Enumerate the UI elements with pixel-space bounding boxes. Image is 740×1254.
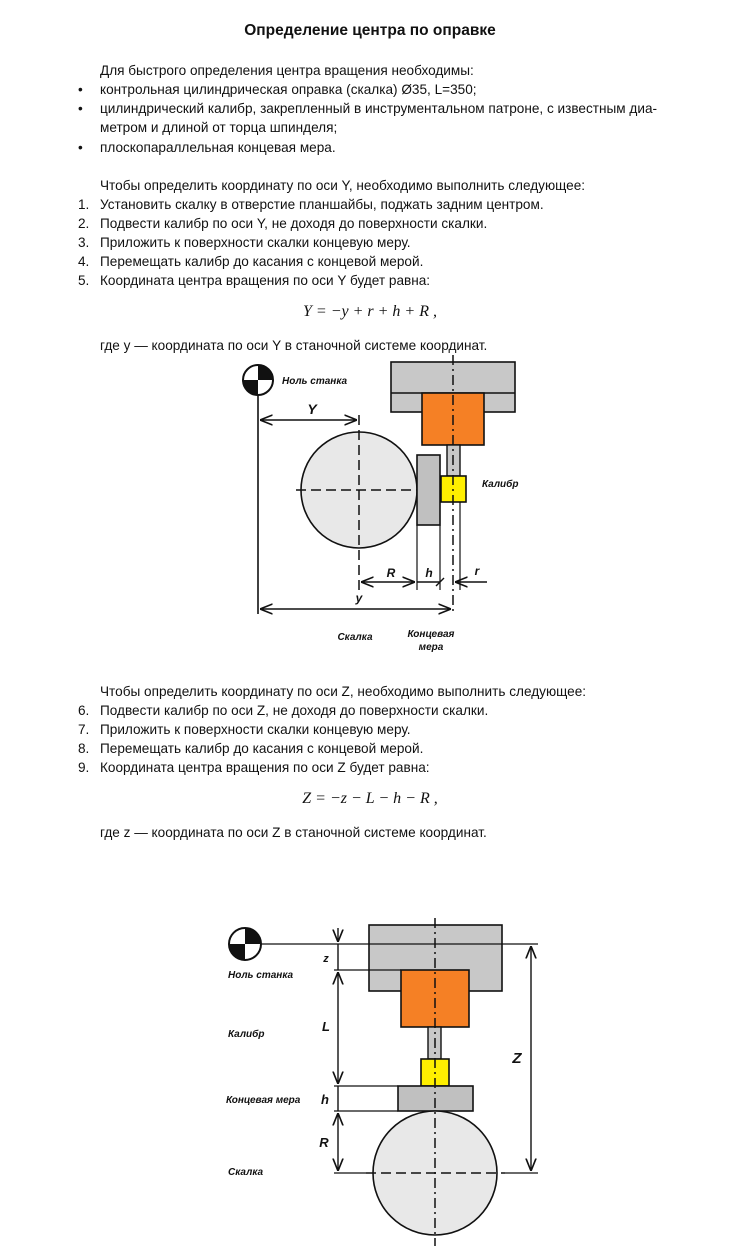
machine-zero-icon bbox=[229, 928, 261, 960]
dim-h-label: h bbox=[425, 566, 433, 580]
z-gauge-label: Концевая мера bbox=[226, 1095, 301, 1106]
z-mandrel-label: Скалка bbox=[228, 1167, 264, 1178]
dim-r-label: r bbox=[474, 564, 480, 578]
y-gauge-label-2: мера bbox=[418, 642, 444, 653]
page-title: Определение центра по оправке bbox=[244, 22, 496, 39]
dim-R-label: R bbox=[319, 1135, 329, 1150]
y-zero-label: Ноль станка bbox=[282, 376, 348, 387]
bullet-icon: • bbox=[78, 82, 83, 97]
bullet-icon: • bbox=[78, 101, 83, 116]
z-where-text: где z — координата по оси Z в станочной системе координат. bbox=[100, 825, 487, 840]
machine-zero-icon bbox=[243, 365, 273, 395]
y-mandrel-label: Скалка bbox=[337, 632, 373, 643]
dim-h-label: h bbox=[321, 1092, 329, 1107]
y-section-lead: Чтобы определить координату по оси Y, необходимо выполнить следующее: bbox=[100, 178, 586, 193]
z-caliber-label: Калибр bbox=[228, 1029, 265, 1040]
z-section-lead: Чтобы определить координату по оси Z, необходимо выполнить следующее: bbox=[100, 684, 587, 699]
y-where-text: где y — координата по оси Y в станочной системе координат. bbox=[100, 338, 488, 353]
dim-R-label: R bbox=[386, 566, 396, 580]
dim-z-label: z bbox=[323, 953, 329, 965]
z-formula: Z = −z − L − h − R , bbox=[302, 790, 438, 807]
y-caliber-label: Калибр bbox=[482, 479, 519, 490]
y-formula: Y = −y + r + h + R , bbox=[303, 303, 437, 320]
bullet-icon: • bbox=[78, 140, 83, 155]
mandrel-circle bbox=[296, 415, 424, 592]
z-axis-diagram bbox=[226, 918, 538, 1246]
gauge-block bbox=[417, 455, 440, 525]
dim-y-label: y bbox=[355, 591, 363, 605]
intro-text: Для быстрого определения центра вращения необходимы: bbox=[100, 63, 474, 78]
dim-Z-label: Z bbox=[512, 1050, 522, 1067]
y-gauge-label-1: Концевая bbox=[407, 629, 455, 640]
z-zero-label: Ноль станка bbox=[228, 970, 294, 981]
dim-Y-label: Y bbox=[307, 401, 317, 417]
dim-L-label: L bbox=[322, 1019, 330, 1034]
